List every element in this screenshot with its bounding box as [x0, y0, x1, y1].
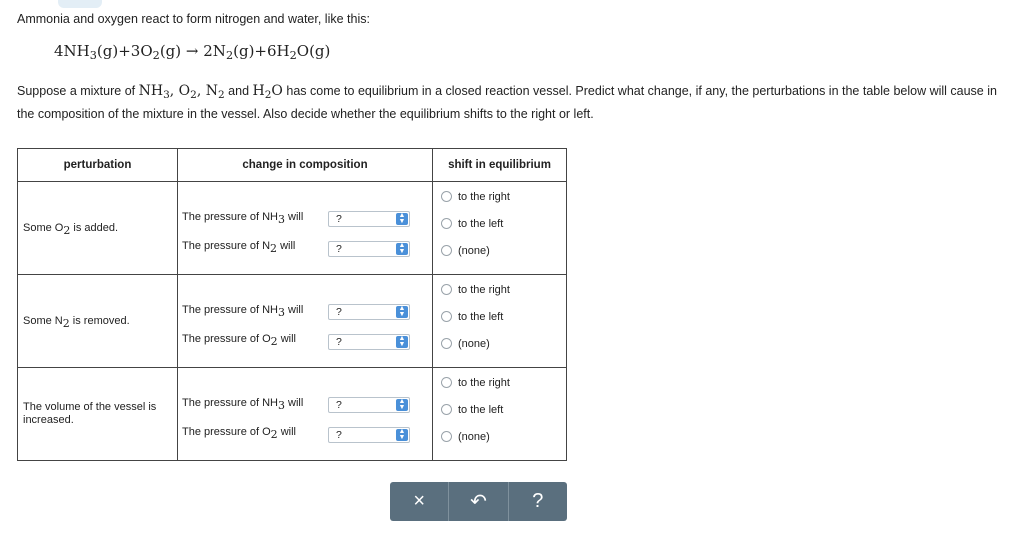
- perturbation-table: [17, 148, 567, 461]
- problem-paragraph: Suppose a mixture of $NH_3$, $O_2$, $N_2$ and $H_2O$ has come to equilibrium in a closed reaction vessel. Predict what change, if any, the perturbations in the table below will cause in the composition of the mixture in the vessel. Also decide whether the equilibrium shifts to the right or left.: [17, 83, 997, 121]
- close-icon: ×: [413, 490, 425, 512]
- radio-icon[interactable]: [441, 311, 452, 322]
- radio-option[interactable]: to the right: [458, 284, 510, 296]
- chevron-updown-icon: ▲ ▼: [396, 336, 408, 348]
- change-select[interactable]: ? ▲ ▼: [328, 334, 410, 350]
- radio-icon[interactable]: [441, 245, 452, 256]
- radio-option[interactable]: (none): [458, 245, 490, 257]
- radio-icon[interactable]: [441, 284, 452, 295]
- perturbation-text: Some $N_2$ is removed.: [23, 315, 130, 331]
- header-shift: shift in equilibrium: [433, 149, 567, 182]
- change-label-1: The pressure of $NH_3$ will: [182, 304, 304, 320]
- reaction-arrow: →: [185, 42, 199, 60]
- help-icon: ?: [532, 490, 544, 512]
- change-label-1: The pressure of $NH_3$ will: [182, 397, 304, 413]
- chevron-updown-icon: ▲ ▼: [396, 399, 408, 411]
- change-label-2: The pressure of $O_2$ will: [182, 333, 296, 349]
- table-row: [18, 368, 567, 461]
- radio-option[interactable]: to the left: [458, 311, 503, 323]
- reaction-equation: $4NH_3(g)+3O_2(g) \to 2N_2(g)+6H_2O(g)$: [54, 42, 331, 63]
- chevron-updown-icon: ▲ ▼: [396, 429, 408, 441]
- radio-option[interactable]: (none): [458, 431, 490, 443]
- radio-option[interactable]: to the right: [458, 377, 510, 389]
- change-select[interactable]: ? ▲ ▼: [328, 427, 410, 443]
- radio-icon[interactable]: [441, 191, 452, 202]
- change-label-2: The pressure of $N_2$ will: [182, 240, 296, 256]
- change-select[interactable]: ? ▲ ▼: [328, 211, 410, 227]
- radio-icon[interactable]: [441, 218, 452, 229]
- header-perturbation: perturbation: [18, 149, 178, 182]
- radio-icon[interactable]: [441, 338, 452, 349]
- clear-button[interactable]: [390, 482, 448, 521]
- radio-option[interactable]: to the right: [458, 191, 510, 203]
- perturbation-text: Some $O_2$ is added.: [23, 222, 119, 238]
- radio-option[interactable]: to the left: [458, 404, 503, 416]
- change-label-1: The pressure of $NH_3$ will: [182, 211, 304, 227]
- species-h2o: $H_2O$: [252, 83, 283, 101]
- header-change: change in composition: [178, 149, 433, 182]
- chevron-updown-icon: ▲ ▼: [396, 243, 408, 255]
- intro-text: Ammonia and oxygen react to form nitrogen and water, like this:: [17, 12, 370, 26]
- table-row: [18, 182, 567, 275]
- perturbation-text: The volume of the vessel is increased.: [23, 401, 157, 426]
- change-select[interactable]: ? ▲ ▼: [328, 397, 410, 413]
- radio-icon[interactable]: [441, 377, 452, 388]
- change-select[interactable]: ? ▲ ▼: [328, 304, 410, 320]
- table-row: [18, 275, 567, 368]
- change-select[interactable]: ? ▲ ▼: [328, 241, 410, 257]
- species-nh3: $NH_3$, $O_2$, $N_2$: [138, 83, 225, 101]
- radio-icon[interactable]: [441, 404, 452, 415]
- radio-icon[interactable]: [441, 431, 452, 442]
- undo-icon: ↶: [470, 491, 487, 513]
- action-button-bar: [390, 482, 567, 521]
- top-tab-decoration: [58, 0, 102, 8]
- radio-option[interactable]: to the left: [458, 218, 503, 230]
- chevron-updown-icon: ▲ ▼: [396, 213, 408, 225]
- chevron-updown-icon: ▲ ▼: [396, 306, 408, 318]
- undo-button[interactable]: [448, 482, 507, 521]
- help-button[interactable]: [508, 482, 567, 521]
- radio-option[interactable]: (none): [458, 338, 490, 350]
- change-label-2: The pressure of $O_2$ will: [182, 426, 296, 442]
